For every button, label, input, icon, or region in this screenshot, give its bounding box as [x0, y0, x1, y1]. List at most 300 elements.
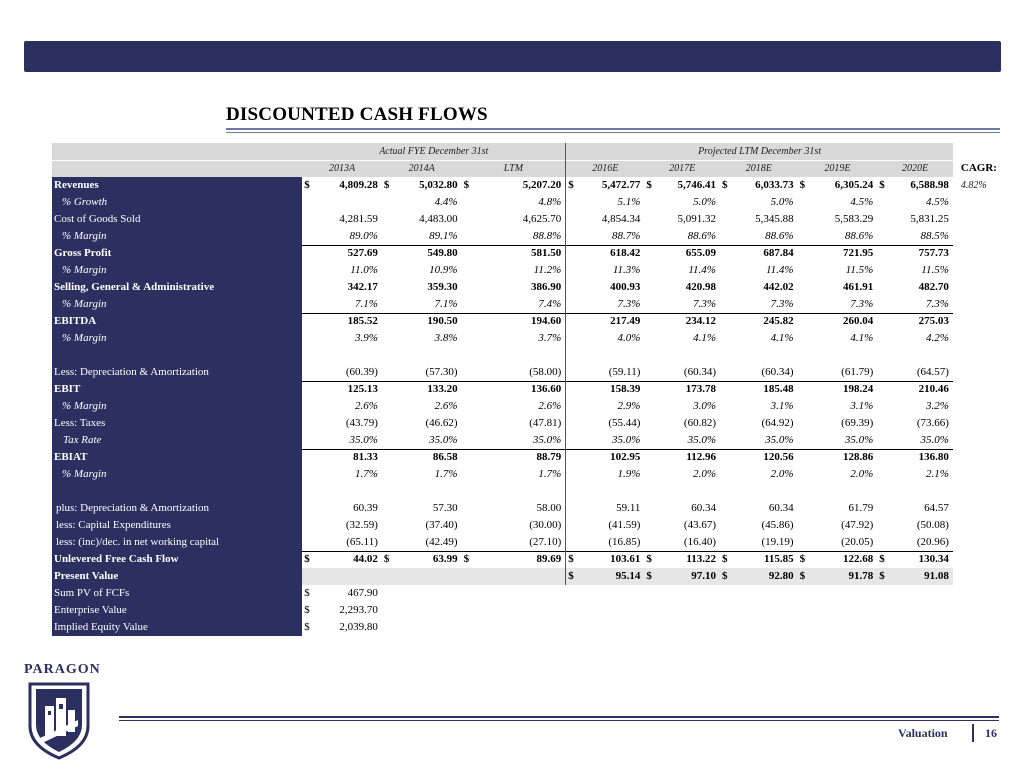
currency-symbol	[644, 449, 654, 466]
currency-symbol: $	[720, 551, 730, 568]
currency-symbol: $	[799, 179, 806, 191]
currency-symbol	[644, 381, 654, 398]
row-label: % Margin	[52, 398, 302, 415]
currency-symbol	[798, 449, 808, 466]
currency-symbol	[798, 330, 808, 347]
page-title: DISCOUNTED CASH FLOWS	[226, 104, 488, 125]
table-cell	[877, 602, 887, 619]
currency-symbol	[720, 364, 730, 381]
currency-symbol: $	[382, 551, 392, 568]
table-cell: 194.60	[472, 313, 566, 330]
table-cell	[953, 534, 997, 551]
currency-symbol	[877, 398, 887, 415]
table-cell: 136.80	[887, 449, 952, 466]
currency-symbol	[302, 466, 312, 483]
currency-symbol	[566, 466, 576, 483]
table-cell	[566, 347, 576, 364]
currency-symbol	[302, 296, 312, 313]
table-cell: 581.50	[472, 245, 566, 262]
table-cell	[808, 483, 877, 500]
currency-symbol	[462, 568, 472, 585]
table-cell: 275.03	[887, 313, 952, 330]
table-cell	[655, 619, 720, 636]
currency-symbol	[566, 381, 576, 398]
table-cell	[798, 602, 808, 619]
table-cell: 44.02	[312, 551, 381, 568]
table-cell: 61.79	[848, 502, 874, 514]
row-label: Gross Profit	[52, 245, 302, 262]
currency-symbol	[720, 194, 730, 211]
currency-symbol	[877, 517, 887, 534]
table-cell	[953, 245, 997, 262]
table-cell	[730, 483, 797, 500]
table-cell	[392, 483, 461, 500]
table-cell: 5,583.29	[834, 213, 874, 225]
currency-symbol	[302, 262, 312, 279]
currency-symbol	[382, 211, 392, 228]
row-label: Selling, General & Administrative	[52, 279, 302, 296]
currency-symbol	[462, 432, 472, 449]
table-cell	[953, 432, 997, 449]
currency-symbol	[302, 313, 312, 330]
currency-symbol	[462, 466, 472, 483]
currency-symbol	[720, 517, 730, 534]
table-cell: 3.1%	[770, 400, 794, 412]
header-group-row	[52, 143, 997, 160]
currency-symbol	[302, 245, 312, 262]
row-label: Revenues	[52, 177, 302, 194]
table-cell: (69.39)	[841, 417, 874, 429]
table-cell	[392, 585, 461, 602]
table-cell: (47.92)	[841, 519, 874, 531]
currency-symbol	[382, 296, 392, 313]
table-cell: 35.0%	[349, 433, 378, 446]
table-cell: 81.33	[312, 449, 381, 466]
table-cell: 7.4%	[538, 297, 562, 310]
table-cell: (50.08)	[916, 519, 949, 531]
table-row	[52, 279, 997, 296]
row-label: % Margin	[52, 330, 302, 347]
shield-logo-icon	[26, 680, 92, 760]
table-cell: 35.0%	[687, 433, 716, 446]
summary-row	[52, 619, 997, 636]
table-cell: (16.40)	[683, 535, 716, 548]
table-cell: 2.0%	[770, 468, 794, 480]
currency-symbol: $	[383, 179, 390, 191]
currency-symbol	[798, 381, 808, 398]
currency-symbol	[566, 432, 576, 449]
table-cell	[392, 602, 461, 619]
table-cell: 5,831.25	[910, 213, 949, 225]
table-cell	[953, 619, 997, 636]
table-cell	[472, 483, 566, 500]
currency-symbol	[566, 296, 576, 313]
table-cell: 133.20	[392, 381, 461, 398]
summary-label: Implied Equity Value	[52, 619, 302, 636]
currency-symbol: $	[566, 568, 576, 585]
currency-symbol	[644, 517, 654, 534]
column-header: 2016E	[566, 160, 645, 177]
table-cell: 88.7%	[612, 229, 641, 242]
currency-symbol	[566, 517, 576, 534]
currency-symbol	[877, 364, 887, 381]
table-cell: 5,746.41	[677, 179, 716, 191]
table-cell	[462, 483, 472, 500]
table-cell	[655, 602, 720, 619]
currency-symbol	[720, 398, 730, 415]
currency-symbol	[798, 262, 808, 279]
table-cell: 2.9%	[617, 400, 641, 412]
currency-symbol	[720, 279, 730, 296]
summary-row	[52, 585, 997, 602]
table-cell	[644, 602, 654, 619]
currency-symbol	[302, 211, 312, 228]
table-cell: 4.5%	[850, 196, 874, 208]
currency-symbol	[798, 245, 808, 262]
currency-symbol	[644, 262, 654, 279]
table-cell: (37.40)	[425, 519, 458, 531]
currency-symbol	[566, 449, 576, 466]
table-cell: 35.0%	[844, 433, 874, 446]
currency-symbol	[644, 313, 654, 330]
table-cell: 102.95	[576, 449, 644, 466]
currency-symbol	[798, 398, 808, 415]
table-cell: 158.39	[576, 381, 644, 398]
currency-symbol	[566, 194, 576, 211]
table-cell: 91.08	[887, 568, 952, 585]
currency-symbol	[382, 517, 392, 534]
currency-symbol	[798, 466, 808, 483]
table-cell: (60.34)	[683, 365, 716, 378]
row-label: Present Value	[52, 568, 302, 585]
table-cell: 3.8%	[434, 332, 458, 344]
row-label	[52, 483, 302, 500]
currency-symbol	[382, 449, 392, 466]
table-cell	[462, 602, 472, 619]
table-cell: (47.81)	[529, 417, 562, 429]
currency-symbol: $	[644, 551, 654, 568]
currency-symbol	[302, 415, 312, 432]
row-label: % Margin	[52, 262, 302, 279]
currency-symbol	[462, 279, 472, 296]
currency-symbol	[644, 194, 654, 211]
currency-symbol: $	[721, 179, 728, 191]
table-cell	[472, 347, 566, 364]
table-row	[52, 211, 997, 228]
table-cell: 342.17	[347, 281, 378, 293]
table-cell	[953, 364, 997, 381]
table-cell	[953, 500, 997, 517]
table-cell: 2.0%	[850, 468, 874, 480]
currency-symbol	[877, 449, 887, 466]
currency-symbol	[720, 296, 730, 313]
currency-symbol	[302, 398, 312, 415]
table-row	[52, 262, 997, 279]
table-cell	[953, 211, 997, 228]
table-cell	[566, 483, 576, 500]
summary-value: 467.90	[347, 587, 378, 599]
table-row	[52, 398, 997, 415]
currency-symbol	[462, 398, 472, 415]
table-cell: 95.14	[576, 568, 644, 585]
table-cell: 3.7%	[538, 332, 562, 344]
table-cell: 11.2%	[533, 264, 562, 276]
table-cell	[566, 585, 576, 602]
currency-symbol	[382, 415, 392, 432]
table-cell: 122.68	[808, 551, 877, 568]
currency-symbol: $	[566, 177, 576, 194]
table-cell: 60.34	[768, 502, 794, 514]
table-cell	[655, 483, 720, 500]
currency-symbol	[302, 534, 312, 551]
currency-symbol	[644, 398, 654, 415]
currency-symbol	[720, 381, 730, 398]
table-row	[52, 177, 997, 194]
currency-symbol	[382, 381, 392, 398]
table-cell: 7.3%	[925, 297, 949, 310]
table-row	[52, 381, 997, 398]
table-cell: (64.57)	[916, 365, 949, 378]
table-cell: 4.8%	[538, 196, 562, 208]
column-header: LTM	[462, 160, 566, 177]
table-cell: 11.0%	[350, 264, 378, 276]
currency-symbol	[302, 381, 312, 398]
table-cell: 2.6%	[354, 400, 378, 412]
table-cell	[720, 483, 730, 500]
currency-symbol	[462, 364, 472, 381]
table-cell: 11.4%	[688, 264, 716, 276]
currency-symbol	[566, 415, 576, 432]
currency-symbol	[644, 415, 654, 432]
table-cell: (19.19)	[761, 535, 794, 548]
dcf-table	[52, 143, 997, 636]
currency-symbol: $	[720, 568, 730, 585]
title-rule-thin	[226, 132, 1000, 133]
currency-symbol	[566, 534, 576, 551]
currency-symbol	[382, 500, 392, 517]
table-cell	[312, 483, 381, 500]
table-cell	[462, 347, 472, 364]
table-cell: 88.79	[472, 449, 566, 466]
row-label: EBITDA	[52, 313, 302, 330]
table-cell	[953, 551, 997, 568]
table-cell: 128.86	[808, 449, 877, 466]
table-cell: (16.85)	[608, 535, 641, 548]
table-cell	[953, 279, 997, 296]
currency-symbol	[720, 432, 730, 449]
table-cell: 35.0%	[532, 433, 562, 446]
table-cell: 400.93	[610, 281, 641, 293]
currency-symbol: $	[877, 568, 887, 585]
currency-symbol	[877, 381, 887, 398]
table-cell: 4,281.59	[339, 213, 378, 225]
currency-symbol	[462, 534, 472, 551]
table-cell: 91.78	[808, 568, 877, 585]
table-cell: 4,854.34	[601, 213, 641, 225]
table-cell	[953, 602, 997, 619]
currency-symbol	[798, 296, 808, 313]
table-cell: 442.02	[763, 281, 794, 293]
currency-symbol	[798, 415, 808, 432]
table-cell: 89.69	[472, 551, 566, 568]
table-cell: 4,483.00	[419, 213, 458, 225]
table-cell: 4.1%	[770, 332, 794, 344]
currency-symbol: $	[304, 179, 310, 191]
table-cell: 136.60	[472, 381, 566, 398]
table-cell	[312, 347, 381, 364]
spacer-row	[52, 347, 997, 364]
table-cell: 35.0%	[429, 433, 458, 446]
table-cell: 11.4%	[765, 264, 794, 276]
table-cell	[808, 602, 877, 619]
currency-symbol	[302, 432, 312, 449]
table-cell: 97.10	[655, 568, 720, 585]
column-header: 2019E	[798, 160, 878, 177]
table-cell: 4.5%	[925, 196, 949, 208]
currency-symbol	[720, 449, 730, 466]
table-cell: 461.91	[843, 281, 874, 293]
currency-symbol	[382, 330, 392, 347]
currency-symbol	[302, 194, 312, 211]
currency-symbol	[877, 330, 887, 347]
currency-symbol	[798, 313, 808, 330]
table-cell: 3.1%	[850, 400, 874, 412]
currency-symbol	[798, 500, 808, 517]
table-cell: 185.48	[730, 381, 797, 398]
currency-symbol	[566, 211, 576, 228]
table-cell	[644, 585, 654, 602]
table-cell	[953, 347, 997, 364]
top-banner	[24, 41, 1001, 72]
table-cell	[798, 483, 808, 500]
currency-symbol	[644, 534, 654, 551]
table-row	[52, 296, 997, 313]
currency-symbol	[877, 279, 887, 296]
table-cell	[877, 585, 887, 602]
table-cell: 5.0%	[770, 196, 794, 208]
table-row	[52, 432, 997, 449]
currency-symbol	[877, 194, 887, 211]
table-cell: 59.11	[616, 502, 641, 514]
currency-symbol	[720, 500, 730, 517]
currency-symbol	[566, 245, 576, 262]
table-cell: 4.1%	[850, 332, 874, 344]
currency-symbol	[566, 500, 576, 517]
column-header: 2017E	[644, 160, 720, 177]
table-cell: 527.69	[312, 245, 381, 262]
table-cell: 88.8%	[532, 229, 562, 242]
table-row	[52, 330, 997, 347]
table-cell: 687.84	[730, 245, 797, 262]
currency-symbol	[798, 194, 808, 211]
table-cell	[382, 602, 392, 619]
table-cell	[720, 619, 730, 636]
table-cell: 88.6%	[765, 229, 794, 242]
currency-symbol	[798, 517, 808, 534]
table-cell	[382, 347, 392, 364]
table-row	[52, 313, 997, 330]
table-cell: (20.05)	[841, 535, 874, 548]
table-cell: 35.0%	[920, 433, 949, 446]
table-cell: (73.66)	[916, 417, 949, 429]
table-cell	[730, 619, 797, 636]
currency-symbol	[644, 228, 654, 245]
currency-symbol: $	[302, 551, 312, 568]
table-cell: 721.95	[808, 245, 877, 262]
currency-symbol	[302, 228, 312, 245]
currency-symbol: $	[566, 551, 576, 568]
table-cell	[730, 347, 797, 364]
table-cell	[887, 602, 952, 619]
currency-symbol	[877, 415, 887, 432]
table-cell	[382, 585, 392, 602]
currency-symbol	[302, 330, 312, 347]
table-cell: (43.67)	[683, 519, 716, 531]
currency-symbol	[382, 364, 392, 381]
currency-symbol	[877, 534, 887, 551]
table-cell	[312, 194, 381, 211]
currency-symbol	[720, 330, 730, 347]
title-rule	[226, 128, 1000, 130]
table-cell	[576, 347, 644, 364]
cagr-value: 4.82%	[960, 180, 987, 191]
row-label: % Margin	[52, 228, 302, 245]
currency-symbol	[798, 279, 808, 296]
table-cell: 7.3%	[693, 297, 716, 310]
column-header: 2020E	[877, 160, 953, 177]
table-cell: 5,207.20	[522, 179, 562, 191]
table-cell	[655, 585, 720, 602]
table-row	[52, 364, 997, 381]
table-cell	[953, 483, 997, 500]
currency-symbol	[566, 262, 576, 279]
table-cell: (58.00)	[529, 365, 562, 378]
column-header: 2013A	[302, 160, 382, 177]
table-cell: 5.1%	[617, 196, 641, 208]
currency-symbol	[644, 279, 654, 296]
table-cell	[644, 483, 654, 500]
currency-symbol	[462, 194, 472, 211]
currency-symbol	[644, 432, 654, 449]
table-cell	[720, 602, 730, 619]
table-cell: 86.58	[392, 449, 461, 466]
table-cell	[392, 568, 461, 585]
row-label	[52, 347, 302, 364]
currency-symbol	[566, 330, 576, 347]
table-cell	[953, 568, 997, 585]
table-cell: 6,305.24	[834, 179, 874, 191]
table-cell: 185.52	[312, 313, 381, 330]
table-cell: 57.30	[432, 502, 458, 514]
table-cell: 5,091.32	[677, 213, 716, 225]
table-cell	[720, 347, 730, 364]
table-row	[52, 194, 997, 211]
currency-symbol	[382, 534, 392, 551]
table-cell	[877, 619, 887, 636]
currency-symbol	[798, 534, 808, 551]
table-cell: 245.82	[730, 313, 797, 330]
table-cell	[953, 466, 997, 483]
currency-symbol	[302, 568, 312, 585]
table-cell: 11.3%	[612, 264, 641, 276]
column-header: 2014A	[382, 160, 462, 177]
table-cell: 58.00	[536, 502, 562, 514]
table-cell: 64.57	[924, 502, 949, 514]
table-cell: 7.1%	[434, 297, 458, 310]
table-row	[52, 500, 997, 517]
table-cell: 1.7%	[354, 468, 378, 480]
table-cell	[392, 347, 461, 364]
